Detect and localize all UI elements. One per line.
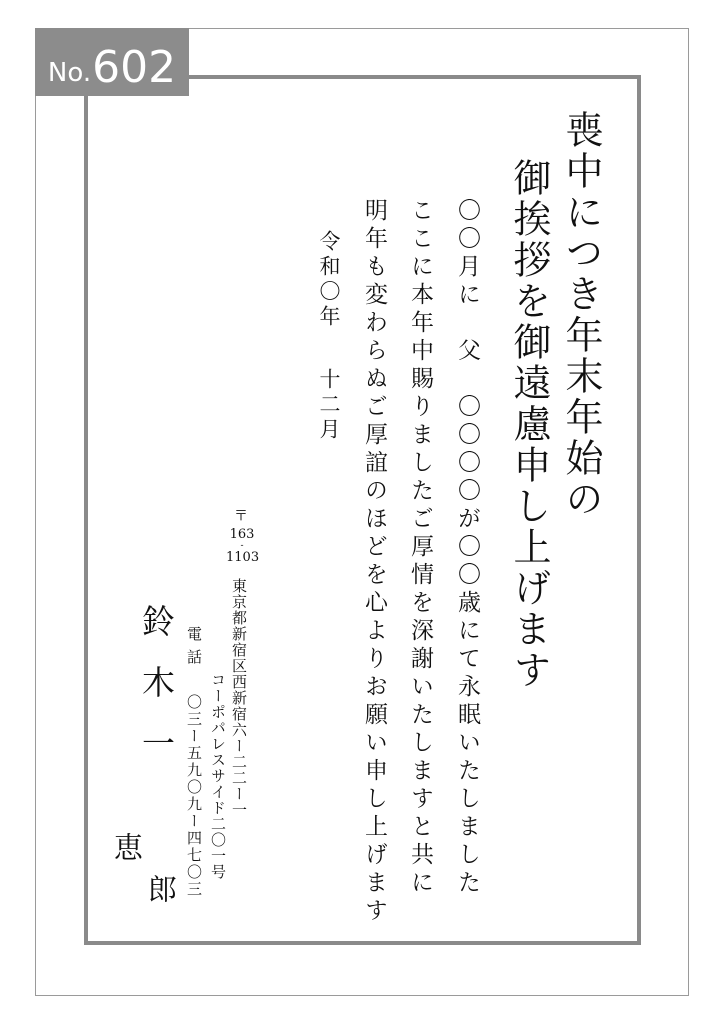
date-era-year: 令和〇年 xyxy=(317,230,341,330)
badge-prefix: No. xyxy=(47,58,92,88)
address-line-1: 東京都新宿区西新宿六ー二二ー一 xyxy=(230,578,248,818)
postal-code xyxy=(226,528,258,564)
phone-label: 電話 xyxy=(185,626,203,672)
body-line-1: 〇〇月に 父 〇〇〇〇が〇〇歳にて永眠いたしました xyxy=(454,198,480,898)
sender-name-main: 鈴木一 xyxy=(137,604,176,787)
body-line-2: ここに本年中賜りましたご厚情を深謝いたしますと共に xyxy=(407,198,433,898)
postal-code-bottom: 1103 xyxy=(226,549,260,565)
sender-name-suffix: 郎 xyxy=(144,874,178,931)
date-month: 十二月 xyxy=(317,368,341,443)
body-line-3: 明年も変わらぬご厚誼のほどを心よりお願い申し上げます xyxy=(361,198,387,926)
template-number-badge xyxy=(35,28,189,96)
postal-mark: 〒 xyxy=(232,508,248,522)
address-line-2: コーポパレスサイド二〇一号 xyxy=(209,672,227,880)
badge-number: 602 xyxy=(92,42,177,93)
sender-name-wife: 恵 xyxy=(110,832,144,889)
title-line-1: 喪中につき年末年始の xyxy=(559,110,603,520)
postal-code-dash: - xyxy=(240,540,244,551)
title-line-2: 御挨拶を御遠慮申し上げます xyxy=(507,158,551,691)
postal-code-top: 163 xyxy=(229,527,255,542)
phone-number: 〇三ー五九〇九ー四七〇三 xyxy=(185,694,203,898)
